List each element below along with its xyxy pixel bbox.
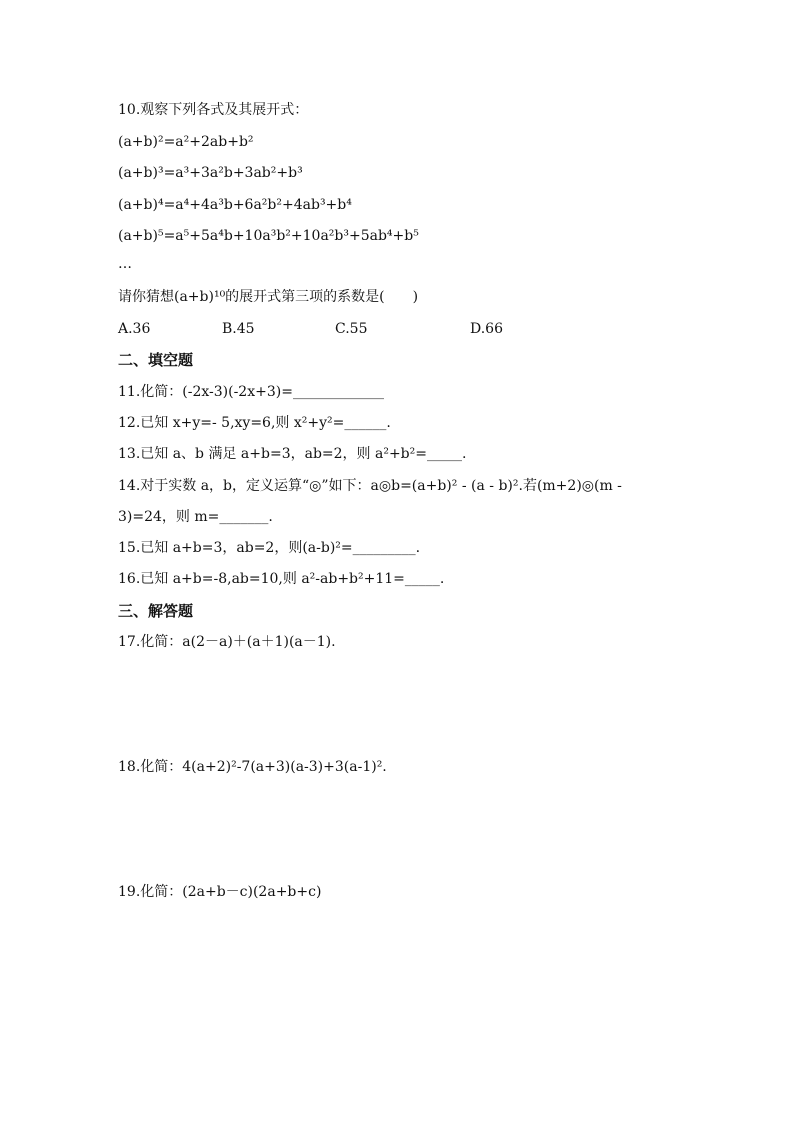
question-14-line-2: 3)=24，则 m=_______. bbox=[118, 509, 273, 525]
q10-formula-cube: (a+b)³=a³+3a²b+3ab²+b³ bbox=[118, 165, 303, 181]
q10-ellipsis: … bbox=[118, 256, 132, 272]
question-13: 13.已知 a、b 满足 a+b=3，ab=2，则 a²+b²=_____. bbox=[118, 446, 467, 462]
question-11: 11.化简：(-2x-3)(-2x+3)=_____________ bbox=[118, 384, 384, 400]
option-d: D.66 bbox=[470, 321, 503, 337]
question-12: 12.已知 x+y=- 5,xy=6,则 x²+y²=______. bbox=[118, 415, 391, 431]
question-14-line-1: 14.对于实数 a，b，定义运算“◎”如下：a◎b=(a+b)² - (a - b)².若(m+2)◎(m - bbox=[118, 478, 622, 494]
question-19: 19.化简：(2a+b－c)(2a+b+c) bbox=[118, 884, 322, 900]
q10-stem: 10.观察下列各式及其展开式： bbox=[118, 102, 309, 118]
question-18: 18.化简：4(a+2)²-7(a+3)(a-3)+3(a-1)². bbox=[118, 759, 387, 775]
question-15: 15.已知 a+b=3，ab=2，则(a-b)²=_________. bbox=[118, 540, 421, 556]
question-16: 16.已知 a+b=-8,ab=10,则 a²-ab+b²+11=_____. bbox=[118, 571, 445, 587]
q10-formula-fourth: (a+b)⁴=a⁴+4a³b+6a²b²+4ab³+b⁴ bbox=[118, 197, 352, 213]
question-17: 17.化简：a(2－a)＋(a＋1)(a－1). bbox=[118, 634, 336, 650]
option-b: B.45 bbox=[222, 321, 255, 337]
option-c: C.55 bbox=[335, 321, 368, 337]
q10-formula-square: (a+b)²=a²+2ab+b² bbox=[118, 134, 254, 150]
option-a: A.36 bbox=[118, 321, 151, 337]
section-fill-in-title: 二、填空题 bbox=[118, 351, 194, 369]
q10-question: 请你猜想(a+b)¹⁰的展开式第三项的系数是( ) bbox=[118, 289, 419, 305]
section-solve-title: 三、解答题 bbox=[118, 602, 194, 620]
q10-formula-fifth: (a+b)⁵=a⁵+5a⁴b+10a³b²+10a²b³+5ab⁴+b⁵ bbox=[118, 228, 419, 244]
